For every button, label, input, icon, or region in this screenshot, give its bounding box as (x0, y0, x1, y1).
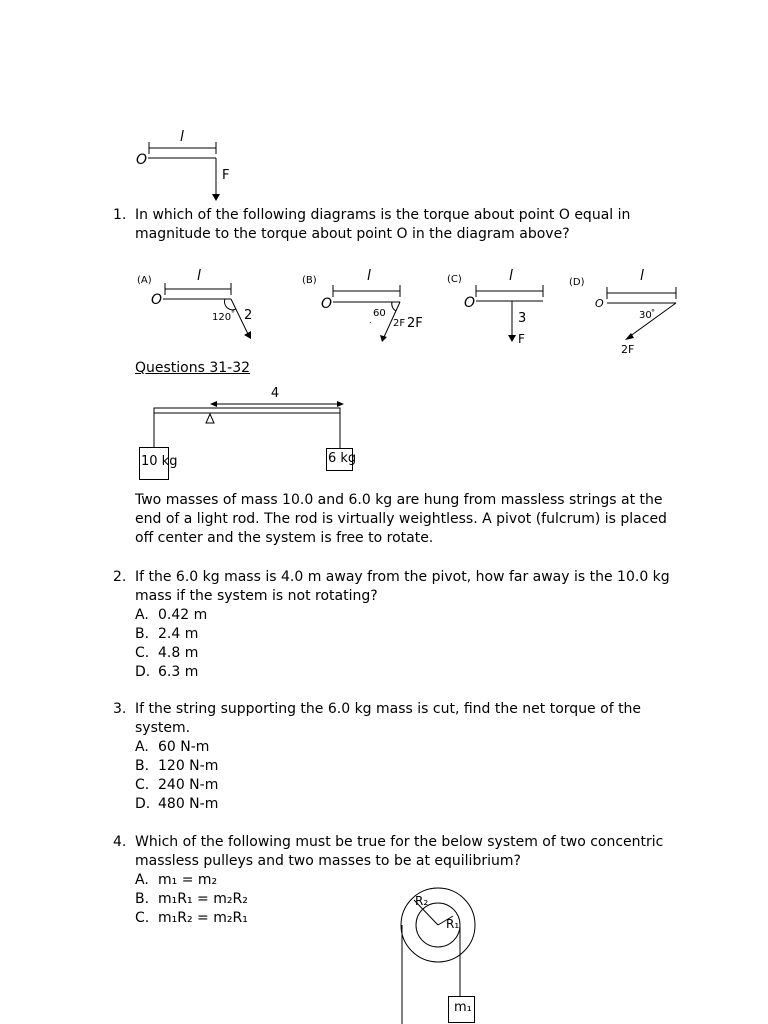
pivot-triangle (206, 414, 214, 423)
option-a-diagram (130, 265, 270, 345)
svg-text:°: ° (231, 309, 235, 318)
option-c-tag: (C) (447, 274, 462, 285)
q2-option-b[interactable]: B. 2.4 m (135, 626, 199, 642)
q4-option-a[interactable]: A. m₁ = m₂ (135, 872, 218, 888)
inner-radius-label: R₁ (446, 917, 460, 931)
mass-m1-box (448, 996, 475, 1023)
option-c-diagram (440, 265, 560, 345)
outer-radius-label: R₂ (415, 894, 429, 908)
option-d-tag: (D) (569, 277, 585, 288)
question-1-text: In which of the following diagrams is the torque about point O equal in magnitude to the torque about point O in the diagram above? (135, 207, 631, 242)
q2-option-a[interactable]: A. 0.42 m (135, 607, 208, 623)
option-b-force-large: 2F (407, 316, 423, 331)
option-c-origin: O (464, 295, 476, 311)
option-d-force: 2F (621, 343, 635, 356)
option-a-force: 2 (244, 308, 253, 323)
question-2-number: 2. (113, 569, 127, 585)
section-heading: Questions 31-32 (135, 360, 251, 376)
q3-option-d[interactable]: D. 480 N-m (135, 796, 219, 812)
option-d-angle: 30 (639, 310, 652, 321)
mass-left-label: 10 kg (141, 454, 178, 469)
q3-option-c[interactable]: C. 240 N-m (135, 777, 219, 793)
option-b-length: l (367, 268, 371, 284)
question-3-text: If the string supporting the 6.0 kg mass is cut, find the net torque of the system. (135, 701, 642, 736)
option-b-force: 2F (393, 318, 406, 329)
mass-m1-label: m₁ (454, 1000, 472, 1015)
mass-right-label: 6 kg (328, 451, 357, 466)
svg-text:°: ° (651, 308, 655, 317)
q2-option-c[interactable]: C. 4.8 m (135, 645, 199, 661)
q4-option-c[interactable]: C. m₁R₂ = m₂R₁ (135, 910, 248, 926)
q3-option-a[interactable]: A. 60 N-m (135, 739, 210, 755)
distance-label: 4 (270, 386, 280, 401)
option-a-origin: O (151, 292, 163, 308)
option-d-length: l (640, 268, 644, 284)
mass-box-left (139, 447, 178, 480)
option-a-angle: 120 (212, 312, 232, 323)
force-label: F (222, 168, 230, 183)
question-3-number: 3. (113, 701, 127, 717)
option-c-force: 3 (518, 311, 527, 326)
option-c-length: l (509, 268, 513, 284)
question-4-number: 4. (113, 834, 127, 850)
option-a-tag: (A) (137, 275, 152, 286)
question-2-text: If the 6.0 kg mass is 4.0 m away from the pivot, how far away is the 10.0 kg mass if the system is not rotating? (135, 569, 670, 604)
mass-box-right (326, 448, 357, 471)
option-c-force-sub: F (518, 332, 525, 345)
q4-option-b[interactable]: B. m₁R₁ = m₂R₂ (135, 891, 248, 907)
option-b-diagram (295, 265, 435, 345)
option-d-diagram (565, 265, 705, 360)
intro-paragraph: Two masses of mass 10.0 and 6.0 kg are hung from massless strings at the end of a light rod. The rod is virtually weightless. A pivot (fulcrum) is placed off center and the system is free to rotate. (135, 492, 667, 546)
q3-option-b[interactable]: B. 120 N-m (135, 758, 219, 774)
option-b-origin: O (321, 296, 333, 312)
svg-text:.: . (369, 316, 372, 325)
option-d-origin: O (595, 297, 604, 310)
option-a-length: l (197, 268, 201, 284)
reference-torque-diagram (130, 125, 240, 205)
question-4-text: Which of the following must be true for the below system of two concentric massless pulleys and two masses to be at equilibrium? (135, 834, 664, 869)
question-1-number: 1. (113, 207, 127, 223)
length-label: l (180, 129, 184, 145)
option-b-tag: (B) (302, 275, 317, 286)
option-b-angle: 60 (373, 308, 386, 319)
q2-option-d[interactable]: D. 6.3 m (135, 664, 199, 680)
origin-label: O (136, 152, 148, 168)
